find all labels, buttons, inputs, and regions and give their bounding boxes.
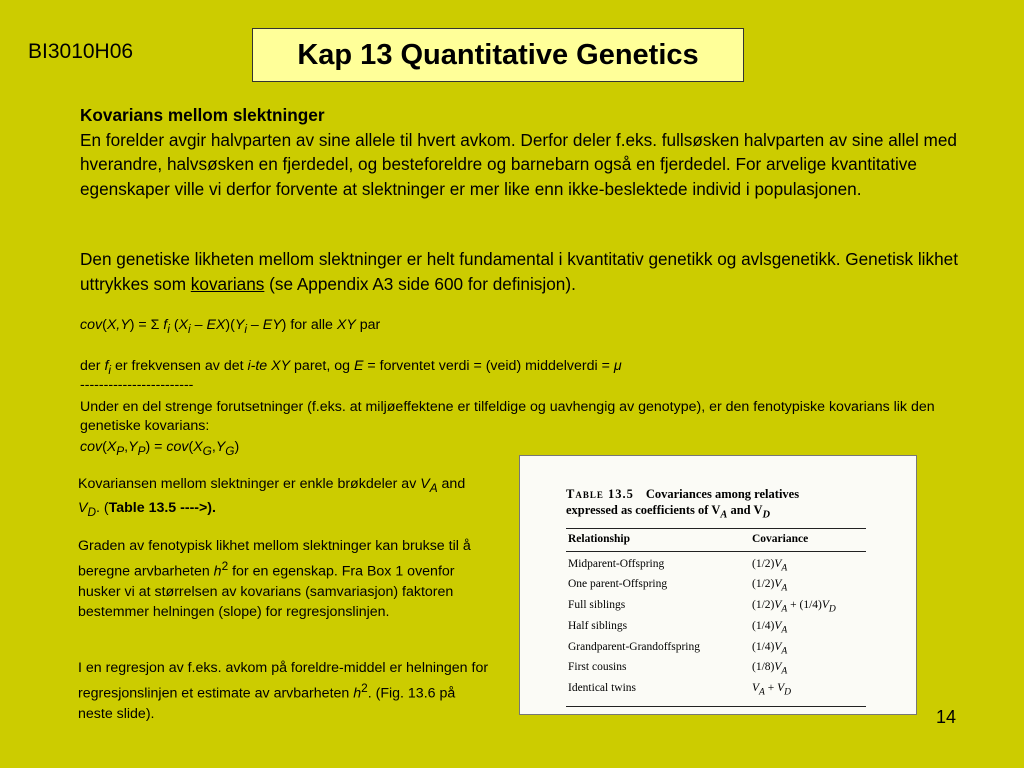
appendix-ref-text: (se Appendix A3 side 600 for definisjon). — [264, 273, 576, 294]
col-covariance: Covariance — [752, 532, 809, 545]
table-row: First cousins $(1/8)V_A$ — [568, 661, 788, 677]
separator-line: ------------------------ — [80, 377, 194, 393]
section-body: En forelder avgir halvparten av sine allele til hvert avkom. Derfor deler f.eks. fullsøsken halvparten av sine allel med hverandre, halvsøsken en fjerdedel, og besteforeldre og barnebarn også en fjerdedel. For arvelige kvantitative egenskaper ville vi derfor forvente at slektninger er mer like enn ikke-beslektede individ i populasjonen. — [80, 129, 957, 199]
table-reference: Table 13.5 ---->). — [108, 499, 216, 516]
section-heading: Kovarians mellom slektninger — [80, 105, 325, 125]
table-row: Identical twins $V_A + V_D$ — [568, 682, 792, 698]
left-paragraph-1: Kovariansen mellom slektninger er enkle brøkdeler av $V_A$ and $V_D$. (Table 13.5 ---->). — [78, 476, 466, 519]
formula-tail: for alle — [286, 317, 337, 333]
slide-title: Kap 13 Quantitative Genetics — [297, 38, 699, 71]
table-caption: Table 13.5 Covariances among relatives expressed as coefficients of $V_A$ and $V_D$ — [566, 487, 800, 521]
formula-xy: XY — [336, 317, 356, 333]
table-row: Full siblings $(1/2)V_A + (1/4)V_D$ — [568, 599, 836, 615]
table-rows — [566, 552, 866, 705]
formula-par: par — [355, 317, 381, 333]
assumption-text: Under en del strenge forutsetninger (f.eks. at miljøeffektene er tilfeldige og uavhengig av genotype), er den fenotypiske kovarians lik den genetiske kovarians: — [80, 399, 935, 434]
left-paragraph-3: I en regresjon av f.eks. avkom på foreldre-middel er helningen for regresjonslinjen et estimate av arvbarheten $h^2$. (Fig. 13.6 på neste slide). — [78, 660, 489, 722]
definition-line: der $f_i$ er frekvensen av det i-te XY paret, og E = forventet verdi = (veid) middelverdi = μ — [80, 358, 622, 377]
table-row: Grandparent-Grandoffspring $(1/4)V_A$ — [568, 640, 788, 656]
left-paragraph-2: Graden av fenotypisk likhet mellom slektninger kan brukse til å beregne arvbarheten $h^2$ for en egenskap. Fra Box 1 ovenfor husker vi at størrelsen av kovarians (samvariasjon) faktoren bestemmer helningen (slope) for regresjonslinjen. — [78, 538, 471, 620]
course-code: BI3010H06 — [28, 40, 134, 63]
table-header — [566, 529, 866, 549]
section-kovarians — [80, 103, 970, 201]
section-genetic-similarity — [80, 247, 970, 296]
genetic-similarity-text: Den genetiske likheten mellom slektninger er helt fundamental i kvantitativ genetikk og avlsgenetikk. Genetisk likhet uttrykkes som — [80, 249, 958, 294]
kovarians-link[interactable]: kovarians — [190, 273, 265, 294]
covariance-table — [566, 486, 866, 707]
covariance-formula: cov(X,Y) = Σ $f_i$ $(X_i - EX)(Y_i - EY)$ for alle XY par — [80, 317, 381, 336]
col-relationship: Relationship — [568, 532, 630, 545]
table-13-5-image — [519, 455, 917, 715]
slide-title-box — [252, 28, 744, 82]
table-row: One parent-Offspring $(1/2)V_A$ — [568, 578, 788, 594]
table-row: Half siblings $(1/4)V_A$ — [568, 619, 788, 636]
table-row: Midparent-Offspring $(1/2)V_A$ — [568, 557, 788, 573]
phenotypic-covariance-formula: $cov(X_P,Y_P) = cov(X_G,Y_G)$ — [80, 439, 240, 458]
page-number: 14 — [936, 707, 957, 727]
